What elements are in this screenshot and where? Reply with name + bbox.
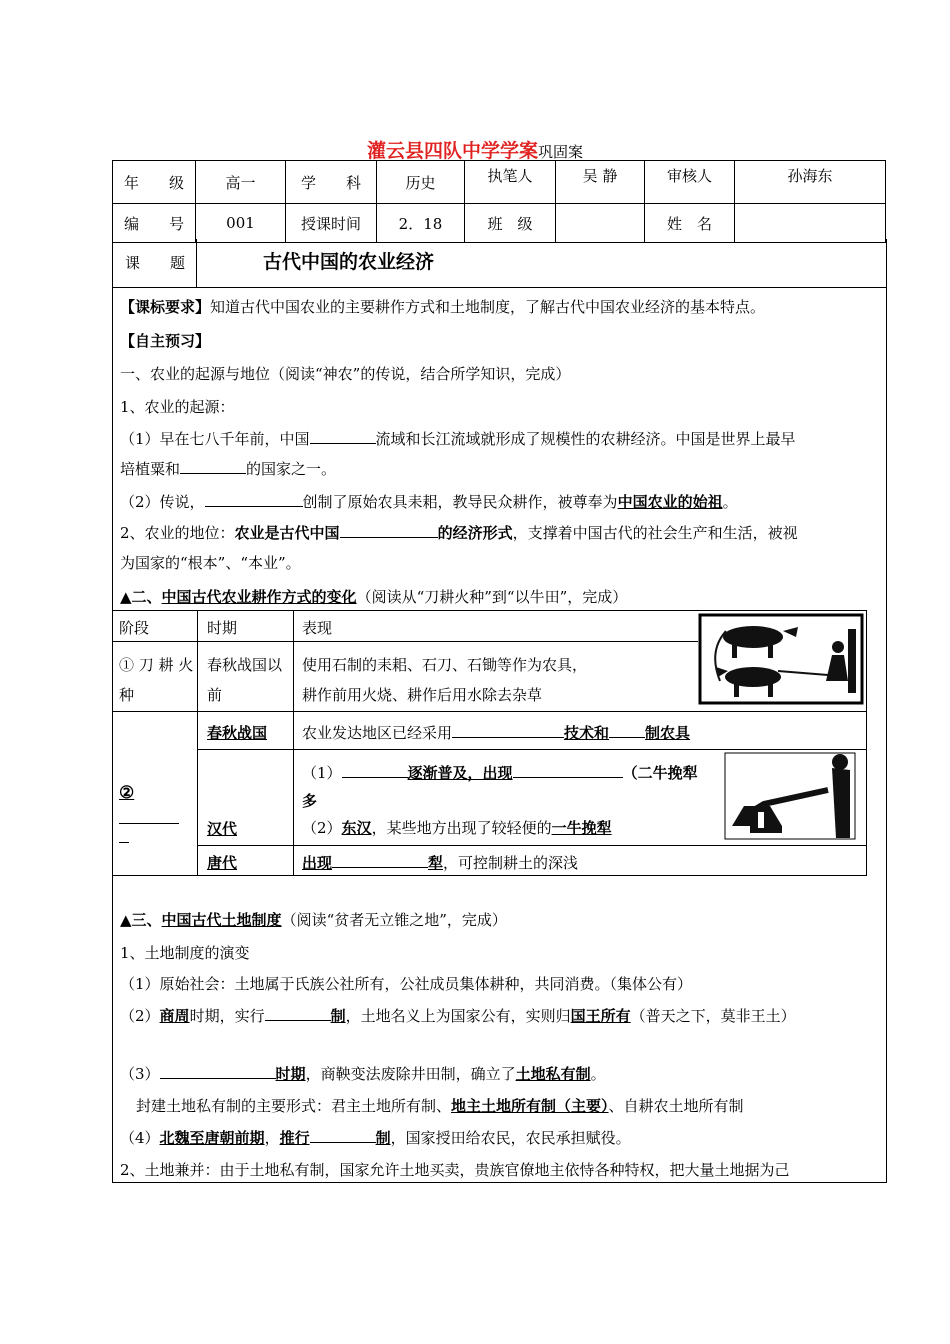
plow-image [724, 752, 856, 840]
blank-ox[interactable] [342, 763, 408, 778]
blank-equal-field[interactable] [310, 1128, 376, 1143]
name-label: 姓 名 [645, 204, 735, 243]
s3-line3 [120, 1064, 606, 1084]
number-label: 编 号 [113, 204, 196, 243]
text: （普天之下，莫非王土） [630, 1007, 796, 1025]
text: 封建土地私有制的主要形式：君主土地所有制、 [136, 1097, 452, 1115]
text: ▲三、 [120, 911, 162, 929]
grade-value: 高一 [196, 161, 286, 204]
farming-table [112, 610, 867, 876]
number-value: 001 [196, 204, 286, 243]
text: 使用石制的耒耜、石刀、石锄等作为农具， [302, 656, 588, 675]
farming-row-2 [113, 712, 867, 750]
topic-title: 古代中国的农业经济 [263, 251, 435, 273]
s1-line4 [120, 523, 798, 543]
text: 。 [722, 493, 738, 511]
text: 农业是古代中国 [234, 524, 340, 542]
s3-line2 [120, 1006, 796, 1026]
class-label: 班 级 [465, 204, 556, 243]
requirement-text: 知道古代中国农业的主要耕作方式和土地制度，了解古代中国农业经济的基本特点。 [210, 298, 766, 316]
text: 一牛挽犁 [551, 819, 612, 837]
blank-era[interactable] [160, 1064, 276, 1079]
blank-river[interactable] [310, 429, 376, 444]
text: 犁 [428, 854, 444, 872]
text: （阅读“贫者无立锥之地”，完成） [281, 911, 507, 929]
s3-sub1: 1、土地制度的演变 [120, 944, 250, 962]
author-label: 执笔人 [465, 161, 556, 204]
lesson-time-value: 2．18 [377, 204, 465, 243]
text: 创制了原始农具耒耜，教导民众耕作，被尊奉为 [302, 493, 618, 511]
text: 国王所有 [570, 1007, 631, 1025]
blank-stage-2b[interactable] [119, 830, 129, 843]
text: ， [264, 1129, 280, 1147]
col-desc: 表现 [294, 611, 699, 642]
period-2: 春秋战国 [198, 712, 294, 750]
text: （阅读从“刀耕火种”到“以牛田”，完成） [356, 588, 628, 606]
stage-2 [113, 712, 198, 876]
s1-line2 [120, 459, 336, 479]
text: 出现 [302, 854, 333, 872]
text: 、自耕农土地所有制 [608, 1097, 744, 1115]
subject-label: 学 科 [286, 161, 377, 204]
text: ，支撑着中国古代的社会生产和生活，被视 [512, 524, 798, 542]
subject-value: 历史 [377, 161, 465, 204]
requirement-line [120, 297, 765, 317]
text: 耕作前用火烧、耕作后用水除去杂草 [302, 686, 543, 705]
blank-curved-plow[interactable] [332, 853, 428, 868]
text: ，可控制耕土的深浅 [443, 854, 579, 872]
ox-plowing-image [698, 611, 866, 707]
blank-econ-form[interactable] [340, 523, 438, 538]
header-row-1 [113, 161, 886, 204]
author-value: 吴 静 [556, 161, 645, 204]
preview-heading: 【自主预习】 [120, 332, 211, 350]
s1-line5: 为国家的“根本”、“本业”。 [120, 554, 301, 572]
text: ▲二、 [120, 588, 162, 606]
text: （4） [120, 1129, 160, 1147]
s2-title [120, 587, 627, 607]
title-suffix: 巩固案 [538, 143, 584, 161]
s1-title: 一、农业的起源与地位（阅读“神农”的传说，结合所学知识，完成） [120, 365, 571, 383]
text: （1） [302, 764, 342, 782]
text: 商周 [159, 1007, 190, 1025]
desc-4 [294, 846, 867, 876]
text: 农业发达地区已经采用 [302, 724, 453, 742]
s1-sub1: 1、农业的起源： [120, 398, 235, 416]
text: 制农具 [645, 724, 691, 742]
s1-line3 [120, 492, 738, 512]
s3-line1: （1）原始社会：土地属于氏族公社所有，公社成员集体耕种，共同消费。（集体公有） [120, 975, 693, 993]
text: 北魏至唐朝前期 [159, 1129, 265, 1147]
text: 。 [590, 1065, 606, 1083]
text: 时期 [275, 1065, 306, 1083]
blank-stage-2[interactable] [119, 807, 179, 824]
desc-3 [294, 750, 867, 846]
name-value[interactable] [735, 204, 886, 243]
text: 2、农业的地位： [120, 524, 235, 542]
desc-2 [294, 712, 867, 750]
text: ② [119, 782, 135, 803]
header-row-2 [113, 204, 886, 243]
period-4: 唐代 [198, 846, 294, 876]
text: （二牛挽犁 [622, 764, 698, 782]
text: 的经济形式 [437, 524, 513, 542]
requirement-label: 【课标要求】 [120, 298, 211, 316]
s3-line4 [136, 1096, 744, 1116]
text: 培植粟和 [120, 460, 181, 478]
s1-line1 [120, 429, 796, 449]
blank-crop[interactable] [180, 459, 246, 474]
school-title: 灌云县四队中学学案 [366, 140, 538, 162]
topic-label: 课 题 [114, 239, 197, 287]
text: 土地私有制 [515, 1065, 591, 1083]
topic-row [112, 239, 887, 288]
period-1: 春秋战国以前 [198, 642, 294, 712]
text: 中国古代土地制度 [161, 911, 282, 929]
blank-tool[interactable] [609, 723, 645, 738]
text: ，商鞅变法废除井田制，确立了 [305, 1065, 516, 1083]
blank-legend[interactable] [205, 492, 303, 507]
text: （1）早在七八千年前，中国 [120, 430, 310, 448]
text: 逐渐普及，出现 [407, 764, 513, 782]
farming-row-3 [113, 750, 867, 846]
text: （3） [120, 1065, 160, 1083]
text: 时期，实行 [189, 1007, 265, 1025]
text: 的国家之一。 [246, 460, 337, 478]
blank-plow[interactable] [513, 763, 623, 778]
blank-well-field[interactable] [265, 1006, 331, 1021]
page-title [0, 136, 950, 163]
text: 制 [330, 1007, 346, 1025]
blank-tech[interactable] [452, 723, 564, 738]
desc-1 [294, 642, 699, 712]
header-table [112, 160, 886, 243]
reviewer-label: 审核人 [645, 161, 735, 204]
col-stage: 阶段 [113, 611, 198, 642]
lesson-time-label: 授课时间 [286, 204, 377, 243]
text: 东汉 [341, 819, 372, 837]
period-3: 汉代 [198, 750, 294, 846]
text: 流域和长江流域就形成了规模性的农耕经济。中国是世界上最早 [375, 430, 796, 448]
text: ，土地名义上为国家公有，实则归 [345, 1007, 571, 1025]
text: （2）传说， [120, 493, 205, 511]
col-period: 时期 [198, 611, 294, 642]
text: （2） [120, 1007, 160, 1025]
text: 制 [375, 1129, 391, 1147]
farming-header-row [113, 611, 867, 642]
class-value[interactable] [556, 204, 645, 243]
text: 技术和 [564, 724, 610, 742]
text: 中国农业的始祖 [617, 493, 723, 511]
stage-1: ① 刀 耕 火种 [113, 642, 198, 712]
text: （2） [302, 819, 342, 837]
reviewer-value: 孙海东 [735, 161, 886, 204]
image-cell-1 [698, 611, 867, 712]
text: 地主土地所有制（主要） [451, 1097, 609, 1115]
text: 多 [302, 792, 318, 810]
text: ，某些地方出现了较轻便的 [371, 819, 552, 837]
s3-line6: 2、土地兼并：由于土地私有制，国家允许土地买卖，贵族官僚地主依恃各种特权，把大量土地据为己 [120, 1161, 790, 1179]
farming-row-4 [113, 846, 867, 876]
text: 中国古代农业耕作方式的变化 [161, 588, 357, 606]
grade-label: 年 级 [113, 161, 196, 204]
s3-line5 [120, 1128, 631, 1148]
text: ，国家授田给农民，农民承担赋役。 [390, 1129, 631, 1147]
text: 推行 [279, 1129, 310, 1147]
s3-title [120, 910, 507, 930]
